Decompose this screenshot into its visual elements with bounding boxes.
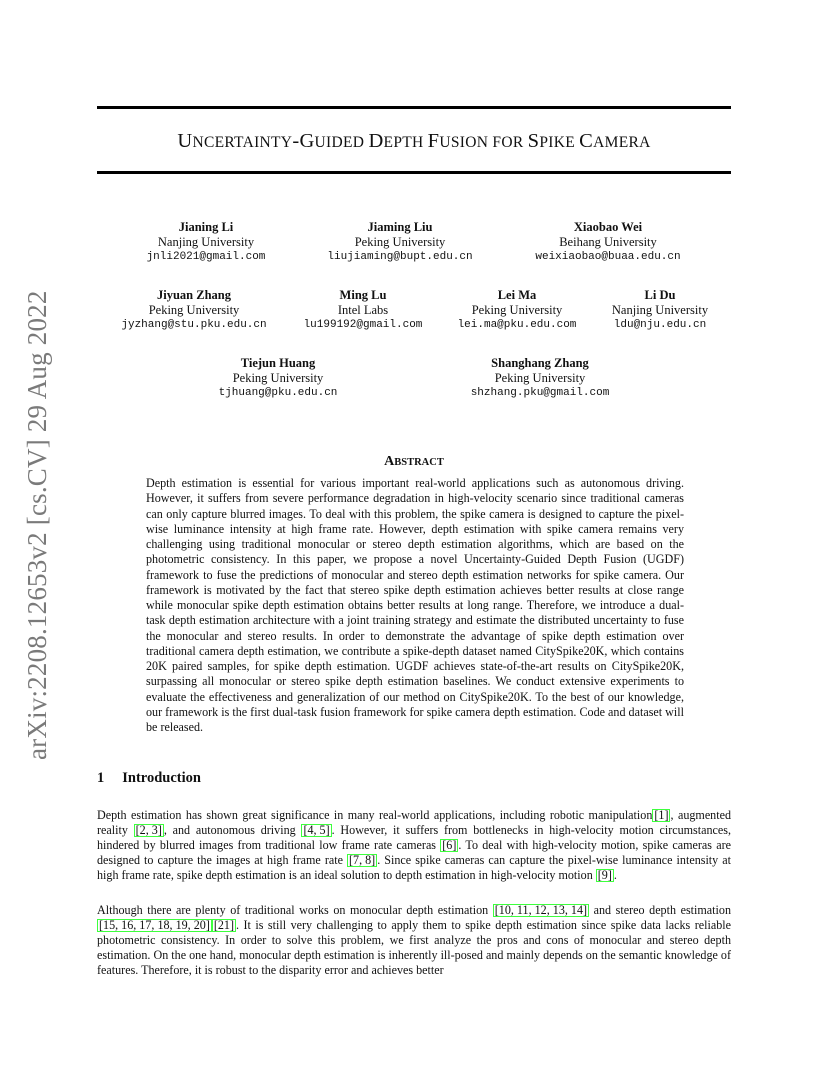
author-email[interactable]: weixiaobao@buaa.edu.cn [535,251,681,263]
author-block [300,220,500,265]
author-email[interactable]: shzhang.pku@gmail.com [470,387,610,399]
citation-link[interactable]: [4, 5] [303,823,330,838]
author-name: Jiaming Liu [367,220,433,234]
citation-link[interactable]: [21] [213,918,235,933]
paper-title: UNCERTAINTY-GUIDED DEPTH FUSION FOR SPIKE CAMERA [177,130,651,152]
author-email[interactable]: tjhuang@pku.edu.cn [218,387,338,399]
author-name: Li Du [644,288,676,302]
citation-link[interactable]: [10, 11, 12, 13, 14] [494,903,588,917]
author-affiliation: Nanjing University [157,235,255,249]
author-block [560,288,760,333]
author-email[interactable]: liujiaming@bupt.edu.cn [327,251,473,263]
author-name: Ming Lu [339,288,387,302]
author-email[interactable]: jnli2021@gmail.com [146,251,266,263]
author-name: Shanghang Zhang [491,356,589,370]
author-email[interactable]: ldu@nju.edu.cn [613,319,707,331]
author-affiliation: Peking University [471,303,563,317]
author-name: Xiaobao Wei [573,220,643,234]
citation-link[interactable]: [2, 3] [135,823,162,838]
title-rule-top [97,106,731,109]
author-block [440,356,640,401]
citation-link[interactable]: [7, 8] [349,853,376,868]
abstract-text: Depth estimation is essential for various important real-world applications such as autonomous driving. However, it suffers from severe performance degradation in high-velocity scenario since traditional cameras can only capture blurred images. To deal with this problem, the spike camera is designed to capture the pixel-wise luminance intensity at high frame rate. However, depth estimation with spike camera remains very challenging using traditional monocular or stereo depth estimation algorithms, which are based on the photometric consistency. In this paper, we propose a novel Uncertainty-Guided Depth Fusion (UGDF) framework to fuse the predictions of monocular and stereo depth estimation networks for spike camera. Our framework is motivated by the fact that stereo spike depth estimation achieves better results at close range while monocular spike depth estimation obtains better results at long range. Therefore, we introduce a dual-task depth estimation architecture with a joint training strategy and estimate the distributed uncertainty to fuse the monocular and stereo results. In order to demonstrate the advantage of spike depth estimation over traditional camera depth estimation, we contribute a spike-depth dataset named CitySpike20K, which contains 20K paired samples, for spike depth estimation. UGDF achieves state-of-the-art results on CitySpike20K, surpassing all monocular or stereo spike depth estimation baselines. We conduct extensive experiments to evaluate the effectiveness and generalization of our method on CitySpike20K. To the best of our knowledge, our framework is the first dual-task fusion framework for spike camera depth estimation. Code and dataset will be released. [146,476,684,734]
author-affiliation: Peking University [494,371,586,385]
author-affiliation: Peking University [148,303,240,317]
section-number: 1 [97,770,105,786]
title-rule-bottom [97,171,731,174]
author-affiliation: Peking University [354,235,446,249]
author-email[interactable]: jyzhang@stu.pku.edu.cn [121,319,267,331]
intro-paragraph-2: Although there are plenty of traditional works on monocular depth estimation [10, 11, 12, 13, 14] and stereo depth estimation [15, 16, 17, 18, 19, 20] [21] . It is still very challenging to apply them to spike depth estimation since spike data lacks reliable photometric consistency. In order to solve this problem, we first analyze the pros and cons of monocular and stereo depth estimation. On the one hand, monocular depth estimation is inherently ill-posed and mainly depends on the semantic knowledge of features. Therefore, it is robust to the disparity error and achieves better [97,903,731,978]
author-block [178,356,378,401]
citation-link[interactable]: [1] [654,808,669,822]
author-name: Lei Ma [497,288,537,302]
abstract-heading: ABSTRACT [384,454,444,469]
intro-paragraph-1: Depth estimation has shown great significance in many real-world applications, including robotic manipulation [1] , augmented reality [2, 3] , and autonomous driving [4, 5] . However, it suffers from bottlenecks in high-velocity motion circumstances, hindered by blurred images from traditional low frame rate cameras [6] . To deal with high-velocity motion, spike cameras are designed to capture the images at high frame rate [7, 8] . Since spike cameras can capture the pixel-wise luminance intensity at high frame rate, spike depth estimation is an ideal solution to depth estimation in high-velocity motion [9] . [97,808,732,883]
author-email[interactable]: lu199192@gmail.com [303,319,423,331]
author-block [106,220,306,265]
citation-link[interactable]: [15, 16, 17, 18, 19, 20] [99,918,210,933]
author-affiliation: Intel Labs [337,303,389,317]
author-name: Jiyuan Zhang [157,288,231,302]
citation-link[interactable]: [6] [442,838,457,853]
author-name: Jianing Li [178,220,234,234]
section-heading [97,770,201,787]
author-affiliation: Peking University [232,371,324,385]
arxiv-identifier: arXiv:2208.12653v2 [cs.CV] 29 Aug 2022 [22,290,52,760]
author-block [508,220,708,265]
author-affiliation: Nanjing University [611,303,709,317]
citation-link[interactable]: [9] [597,868,612,883]
author-email[interactable]: lei.ma@pku.edu.com [457,319,577,331]
section-title: Introduction [122,770,201,786]
author-affiliation: Beihang University [559,235,657,249]
author-name: Tiejun Huang [240,356,316,370]
